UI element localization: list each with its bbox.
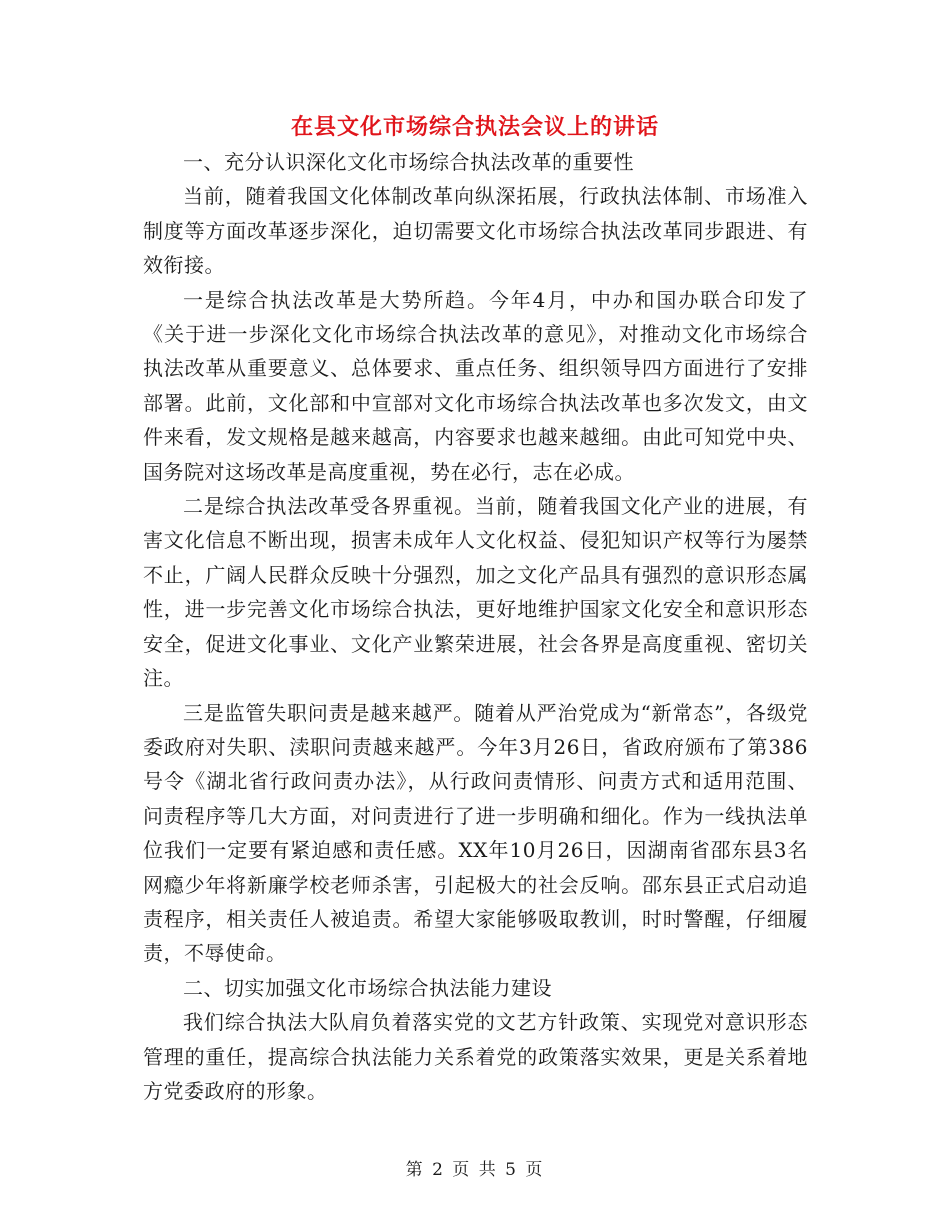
paragraph: 我们综合执法大队肩负着落实党的文艺方针政策、实现党对意识形态管理的重任，提高综合执法能力关系着党的政策落实效果，更是关系着地方党委政府的形象。 (143, 1010, 808, 1103)
document-title: 在县文化市场综合执法会议上的讲话 (290, 115, 659, 140)
paragraph: 一是综合执法改革是大势所趋。今年4月，中办和国办联合印发了《关于进一步深化文化市场综合执法改革的意见》，对推动文化市场综合执法改革从重要意义、总体要求、重点任务、组织领导四方面进行了安排部署。此前，文化部和中宣部对文化市场综合执法改革也多次发文，由文件来看，发文规格是越来越高，内容要求也越来越细。由此可知党中央、国务院对这场改革是高度重视，势在必行，志在必成。 (143, 287, 808, 484)
page-number-footer: 第 2 页 共 5 页 (405, 1160, 545, 1180)
paragraph: 二是综合执法改革受各界重视。当前，随着我国文化产业的进展，有害文化信息不断出现，损害未成年人文化权益、侵犯知识产权等行为屡禁不止，广阔人民群众反映十分强烈，加之文化产品具有强烈的意识形态属性，进一步完善文化市场综合执法，更好地维护国家文化安全和意识形态安全，促进文化事业、文化产业繁荣进展，社会各界是高度重视、密切关注。 (143, 494, 808, 691)
document-body (143, 145, 808, 1108)
paragraph: 当前，随着我国文化体制改革向纵深拓展，行政执法体制、市场准入制度等方面改革逐步深化，迫切需要文化市场综合执法改革同步跟进、有效衔接。 (143, 184, 808, 278)
section-heading-2: 二、切实加强文化市场综合执法能力建设 (183, 975, 552, 1000)
paragraph: 三是监管失职问责是越来越严。随着从严治党成为“新常态”，各级党委政府对失职、渎职问责越来越严。今年3月26日，省政府颁布了第386号令《湖北省行政问责办法》，从行政问责情形、问责方式和适用范围、问责程序等几大方面，对问责进行了进一步明确和细化。作为一线执法单位我们一定要有紧迫感和责任感。XX年10月26日，因湖南省邵东县3名网瘾少年将新廉学校老师杀害，引起极大的社会反响。邵东县正式启动追责程序，相关责任人被追责。希望大家能够吸取教训，时时警醒，仔细履责，不辱使命。 (143, 700, 808, 966)
section-heading-1: 一、充分认识深化文化市场综合执法改革的重要性 (183, 150, 634, 174)
